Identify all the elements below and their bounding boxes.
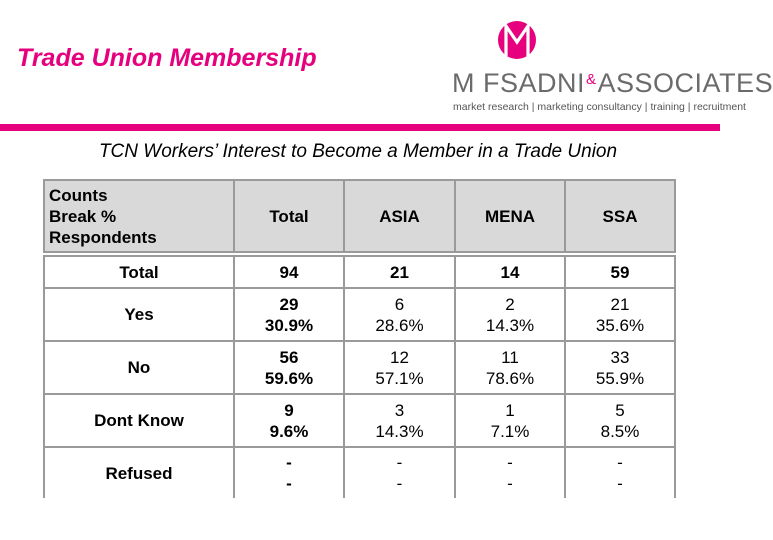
data-cell: 1 7.1% [455,394,565,447]
row-label: Dont Know [44,394,234,447]
logo-name-left: M FSADNI [452,68,586,98]
logo-ampersand: & [586,71,597,88]
data-cell: 6 28.6% [344,288,455,341]
header-divider [0,124,720,131]
table-row-dont-know [44,394,675,447]
total-cell: 94 [234,256,344,288]
logo-name-right: ASSOCIATES [597,68,773,98]
corner-line: Counts [49,185,108,205]
logo-wordmark [452,68,773,99]
row-label: Total [44,256,234,288]
table-row-refused [44,447,675,498]
company-logo [452,18,773,118]
table-row-yes [44,288,675,341]
slide-title: Trade Union Membership [17,44,317,72]
logo-tagline: market research | marketing consultancy | training | recruitment [453,101,746,113]
table-header-row [44,180,675,252]
data-cell: 56 59.6% [234,341,344,394]
results-table [43,179,676,498]
data-cell: - - [455,447,565,498]
data-cell: 29 30.9% [234,288,344,341]
column-header-mena: MENA [455,180,565,252]
data-cell: 21 35.6% [565,288,675,341]
table-row-total [44,256,675,288]
data-cell: 2 14.3% [455,288,565,341]
data-cell: 33 55.9% [565,341,675,394]
data-cell: 3 14.3% [344,394,455,447]
corner-line: Respondents [49,227,157,247]
column-header-ssa: SSA [565,180,675,252]
total-cell: 59 [565,256,675,288]
logo-m-monogram-icon [497,18,537,66]
data-cell: 12 57.1% [344,341,455,394]
data-cell: - - [565,447,675,498]
column-header-asia: ASIA [344,180,455,252]
table-subtitle: TCN Workers’ Interest to Become a Member in a Trade Union [98,141,618,162]
total-cell: 21 [344,256,455,288]
data-cell: - - [234,447,344,498]
data-cell: 5 8.5% [565,394,675,447]
total-cell: 14 [455,256,565,288]
row-label: Refused [44,447,234,498]
data-cell: 9 9.6% [234,394,344,447]
data-cell: - - [344,447,455,498]
row-label: No [44,341,234,394]
table-row-no [44,341,675,394]
corner-legend [44,180,234,252]
row-label: Yes [44,288,234,341]
column-header-total: Total [234,180,344,252]
data-cell: 11 78.6% [455,341,565,394]
corner-line: Break % [49,206,117,226]
